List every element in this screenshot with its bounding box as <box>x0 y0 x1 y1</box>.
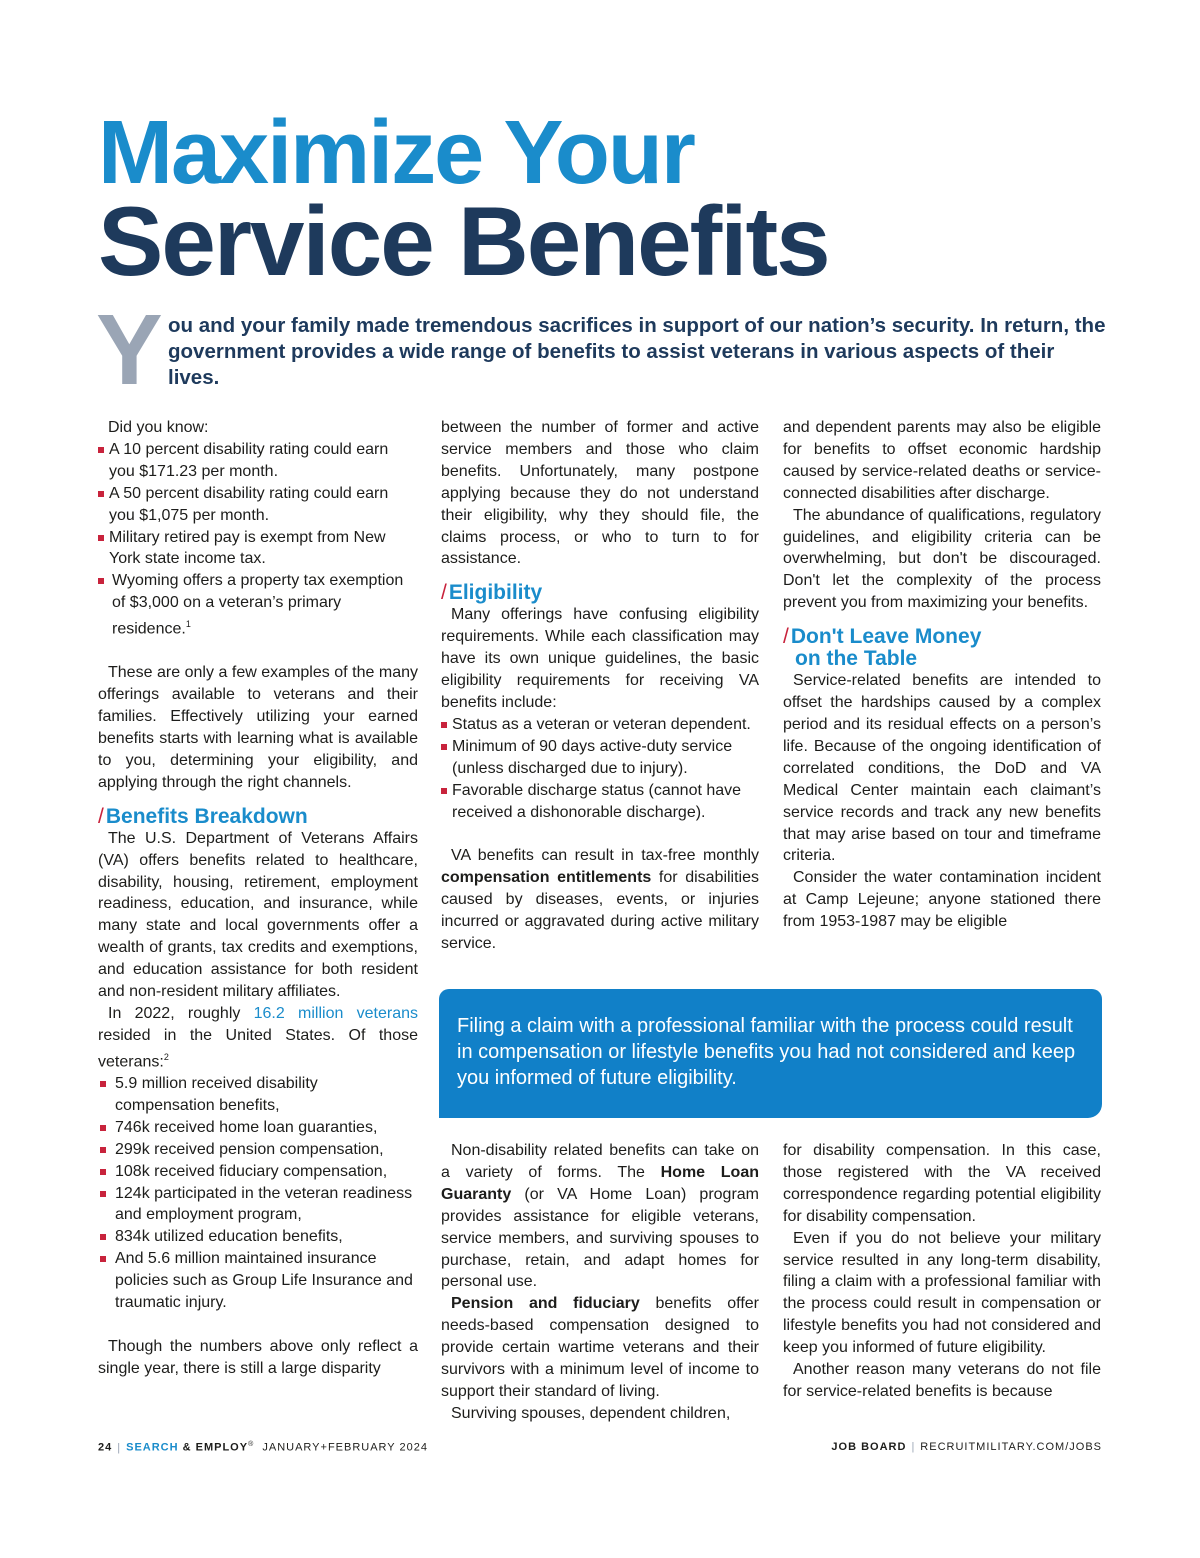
stat-item: 834k utilized education benefits, <box>98 1226 418 1248</box>
footer-left: 24 | SEARCH & EMPLOY® JANUARY+FEBRUARY 2024 <box>98 1441 428 1454</box>
requirement-item: Status as a veteran or veteran dependent. <box>441 714 759 736</box>
disability-compensation-paragraph: for disability compensation. In this case, those registered with the VA received correspondence regarding potential eligibility for disability compensation. <box>783 1142 1101 1225</box>
pension-paragraph: Pension and fiduciary benefits offer needs-based compensation designed to provide certain wartime veterans and their survivors with a minimum level of income to support their standard of living. <box>441 1295 759 1400</box>
heading-dont-leave-money: /Don't Leave Money on the Table <box>783 625 982 671</box>
footer-url: RECRUITMILITARY.COM/JOBS <box>920 1441 1102 1453</box>
column-1-top <box>98 417 418 1380</box>
callout-box: Filing a claim with a professional familiar with the process could result in compensation or lifestyle benefits you had not considered and keep you informed of future eligibility. <box>439 989 1102 1118</box>
stats-list <box>98 1073 418 1314</box>
requirement-item: Favorable discharge status (cannot have received a dishonorable discharge). <box>441 780 759 824</box>
drop-cap: Y <box>96 294 163 406</box>
requirement-item: Minimum of 90 days active-duty service (unless discharged due to injury). <box>441 736 759 780</box>
fact-item: A 50 percent disability rating could earn you $1,075 per month. <box>98 483 418 527</box>
veterans-paragraph: In 2022, roughly 16.2 million veterans resided in the United States. Of those veterans:$^2$ <box>98 1004 418 1071</box>
footnote-ref: 1 <box>185 619 191 630</box>
surviving-spouses-paragraph: Surviving spouses, dependent children, <box>451 1404 731 1422</box>
disparity-paragraph: Though the numbers above only reflect a single year, there is still a large disparity <box>98 1337 418 1377</box>
requirements-list <box>441 714 759 824</box>
footer-right: JOB BOARD | RECRUITMILITARY.COM/JOBS <box>831 1441 1102 1453</box>
stat-item: 124k participated in the veteran readiness and employment program, <box>98 1183 418 1227</box>
home-loan-paragraph: Non-disability related benefits can take on a variety of forms. The Home Loan Guaranty (or VA Home Loan) program provides assistance for eligible veterans, service members, and surviving spouses to purchase, retain, and adapt homes for personal use. <box>441 1142 759 1291</box>
stat-item: 299k received pension compensation, <box>98 1139 418 1161</box>
title-line-1: Maximize Your <box>98 103 694 203</box>
fact-text: Wyoming offers a property tax exemption of $3,000 on a veteran’s primary residence. <box>112 572 404 638</box>
stat-item: And 5.6 million maintained insurance policies such as Group Life Insurance and traumatic injury. <box>98 1248 418 1314</box>
qualifications-paragraph: The abundance of qualifications, regulatory guidelines, and eligibility criteria can be overwhelming, but don't be discouraged. Don't let the complexity of the process prevent you from maximizing your benefits. <box>783 506 1101 612</box>
page-number: 24 <box>98 1441 113 1454</box>
title-line-2: Service Benefits <box>98 186 829 296</box>
magazine-brand: SEARCH <box>126 1441 179 1454</box>
benefits-paragraph: The U.S. Department of Veterans Affairs (VA) offers benefits related to healthcare, disability, housing, retirement, employment readiness, education, and insurance, while many state and local governments offer a wealth of grants, tax credits and exemptions, and education assistance for both resident and non-resident military affiliates. <box>98 829 418 1001</box>
stat-item: 5.9 million received disability compensation benefits, <box>98 1073 418 1117</box>
another-reason-paragraph: Another reason many veterans do not file for service-related benefits is because <box>783 1361 1101 1400</box>
disparity-continued: between the number of former and active service members and those who claim benefits. Unfortunately, many postpone applying because they do not understand their eligibility, why they should file, the claims process, or who to turn to for assistance. <box>441 419 759 568</box>
stat-item: 108k received fiduciary compensation, <box>98 1161 418 1183</box>
column-3-bottom <box>783 1140 1101 1403</box>
intro-text: ou and your family made tremendous sacrifices in support of our nation’s security. In return, the government provides a wide range of benefits to assist veterans in various aspects of their lives. <box>168 314 1106 389</box>
section-name: JOB BOARD <box>831 1441 907 1453</box>
tax-free-paragraph: VA benefits can result in tax-free monthly compensation entitlements for disabilities caused by diseases, events, or injuries incurred or aggravated during active military service. <box>441 847 759 952</box>
highlight-veterans-count: 16.2 million veterans <box>253 1004 418 1022</box>
eligibility-paragraph: Many offerings have confusing eligibility requirements. While each classification may have its own unique guidelines, the basic eligibility requirements for receiving VA benefits include: <box>441 606 759 711</box>
facts-list <box>98 439 418 640</box>
fact-item: Military retired pay is exempt from New York state income tax. <box>98 527 418 571</box>
intro-paragraph: These are only a few examples of the many offerings available to veterans and their families. Effectively utilizing your earned benefits starts with learning what is available to you, determining your eligibility, and applying through the right channels. <box>98 664 418 791</box>
heading-benefits-breakdown: /Benefits Breakdown <box>98 804 308 828</box>
heading-eligibility: /Eligibility <box>441 581 543 605</box>
footnote-ref: 2 <box>163 1051 169 1062</box>
service-related-paragraph: Service-related benefits are intended to offset the hardships caused by a complex period and its residual effects on a person’s life. Because of the ongoing identification of correlated conditions, the DoD and VA Medical Center maintain each claimant’s service records and track any new benefits that may arise based on tour and timeframe criteria. <box>783 672 1101 865</box>
fact-item: A 10 percent disability rating could earn you $171.23 per month. <box>98 439 418 483</box>
fact-item <box>98 570 418 640</box>
column-2-bottom <box>441 1140 759 1425</box>
issue-date: JANUARY+FEBRUARY 2024 <box>262 1441 428 1454</box>
camp-lejeune-paragraph: Consider the water contamination incident at Camp Lejeune; anyone stationed there from 1953-1987 may be eligible <box>783 869 1101 931</box>
column-3-top <box>783 417 1101 933</box>
dependents-paragraph: and dependent parents may also be eligible for benefits to offset economic hardship caused by service-related deaths or service-connected disabilities after discharge. <box>783 419 1101 502</box>
stat-item: 746k received home loan guaranties, <box>98 1117 418 1139</box>
file-claim-paragraph: Even if you do not believe your military service resulted in any long-term disability, filing a claim with a professional familiar with the process could result in compensation or lifestyle benefits you had not considered and keep you informed of future eligibility. <box>783 1229 1101 1357</box>
column-2-top <box>441 417 759 955</box>
did-you-know: Did you know: <box>108 419 209 436</box>
